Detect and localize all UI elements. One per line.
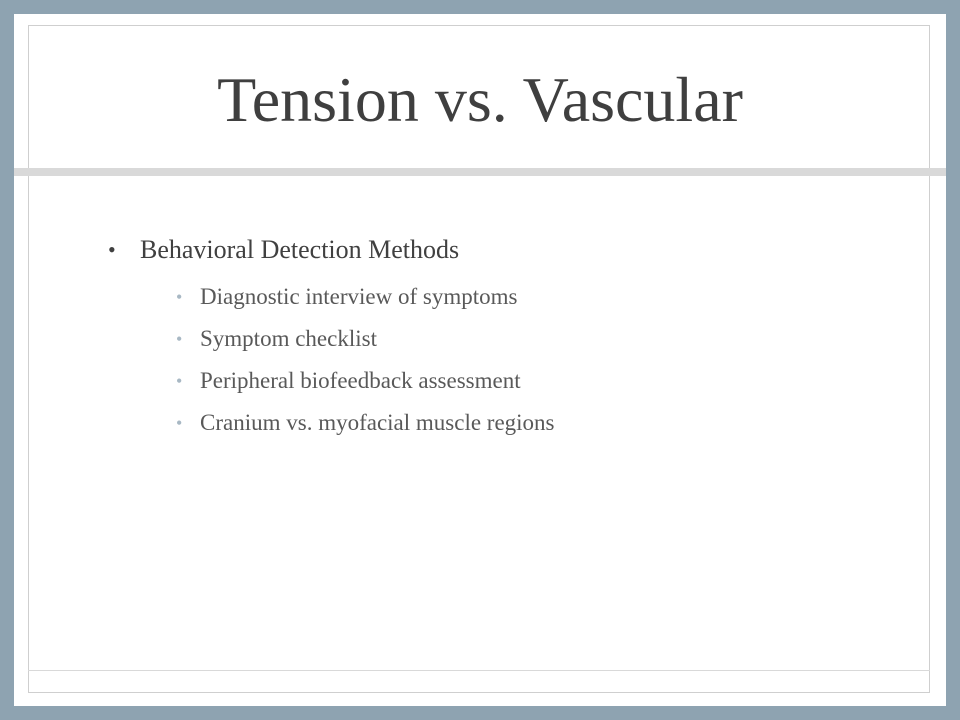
slide-content bbox=[106, 232, 886, 444]
sub-bullet-list bbox=[140, 276, 886, 444]
sub-bullet-item bbox=[140, 276, 886, 318]
bullet-text: Behavioral Detection Methods bbox=[140, 235, 460, 264]
bullet-item bbox=[106, 232, 886, 444]
sub-bullet-icon: • bbox=[176, 329, 183, 349]
bullet-icon: • bbox=[108, 237, 116, 262]
slide-title: Tension vs. Vascular bbox=[217, 64, 743, 135]
sub-bullet-icon: • bbox=[176, 287, 183, 307]
sub-bullet-text: Peripheral biofeedback assessment bbox=[200, 368, 521, 393]
title-divider bbox=[14, 168, 946, 176]
sub-bullet-icon: • bbox=[176, 413, 183, 433]
sub-bullet-item bbox=[140, 360, 886, 402]
sub-bullet-item bbox=[140, 318, 886, 360]
sub-bullet-icon: • bbox=[176, 371, 183, 391]
title-area bbox=[14, 14, 946, 169]
sub-bullet-text: Cranium vs. myofacial muscle regions bbox=[200, 410, 555, 435]
sub-bullet-text: Diagnostic interview of symptoms bbox=[200, 284, 518, 309]
slide bbox=[14, 14, 946, 706]
sub-bullet-item bbox=[140, 402, 886, 444]
footer-divider bbox=[28, 670, 930, 671]
sub-bullet-text: Symptom checklist bbox=[200, 326, 377, 351]
bullet-list bbox=[106, 232, 886, 444]
